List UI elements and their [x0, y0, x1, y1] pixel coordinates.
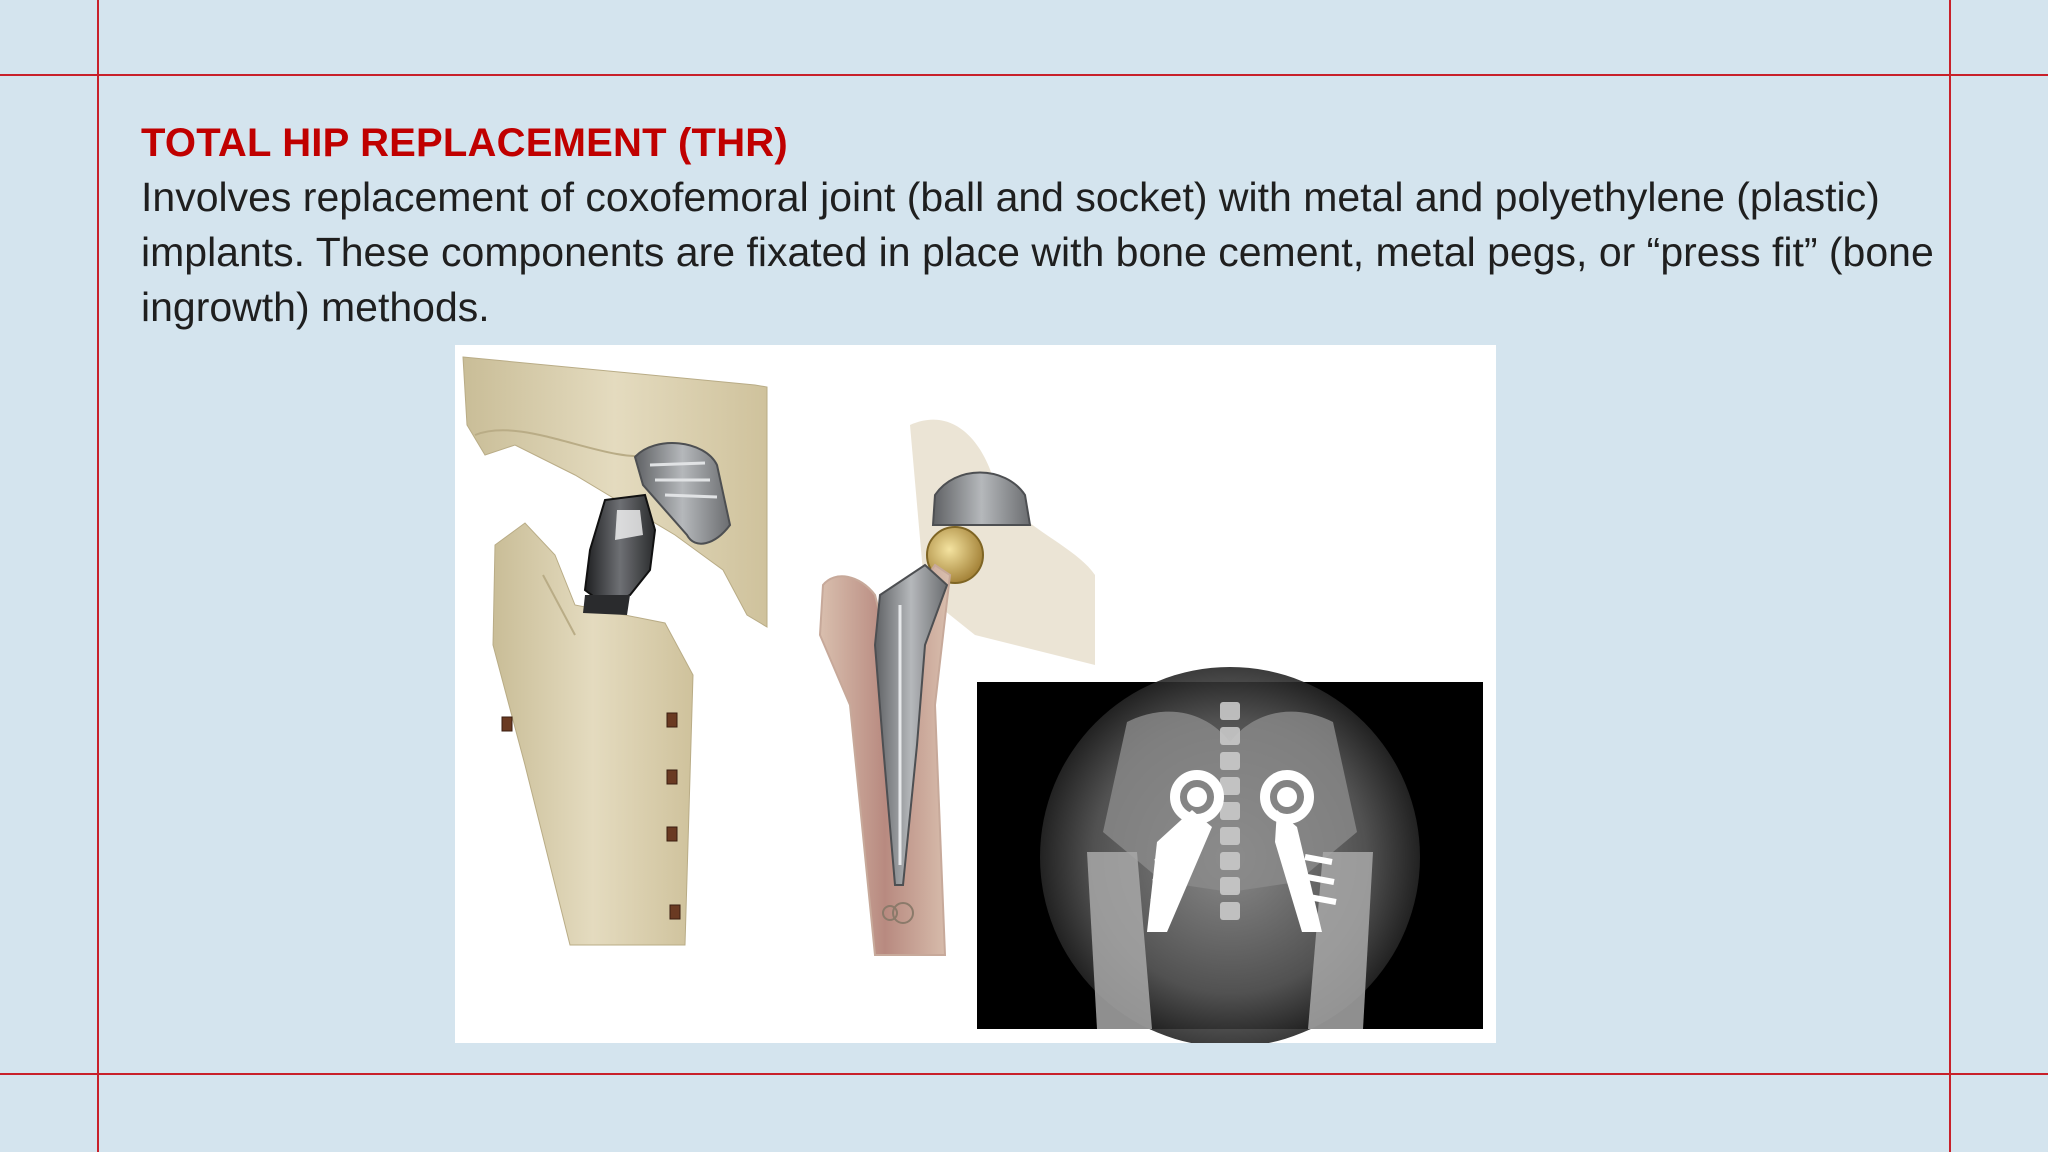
radiograph-panel	[977, 667, 1483, 1043]
slide-description: Involves replacement of coxofemoral joint (ball and socket) with metal and polyethylene (plastic) implants. These components are fixated in place with bone cement, metal pegs, or “press fit” (bone ingrowth) methods.	[141, 174, 1934, 330]
hip-replacement-illustration	[455, 345, 1496, 1043]
slide-content	[141, 116, 1941, 335]
guide-line-right	[1949, 0, 1951, 1152]
guide-line-left	[97, 0, 99, 1152]
guide-line-bottom	[0, 1073, 2048, 1075]
implant-model-panel	[463, 357, 767, 945]
hip-replacement-figure	[455, 345, 1496, 1043]
guide-line-top	[0, 74, 2048, 76]
slide-title: TOTAL HIP REPLACEMENT (THR)	[141, 121, 788, 165]
